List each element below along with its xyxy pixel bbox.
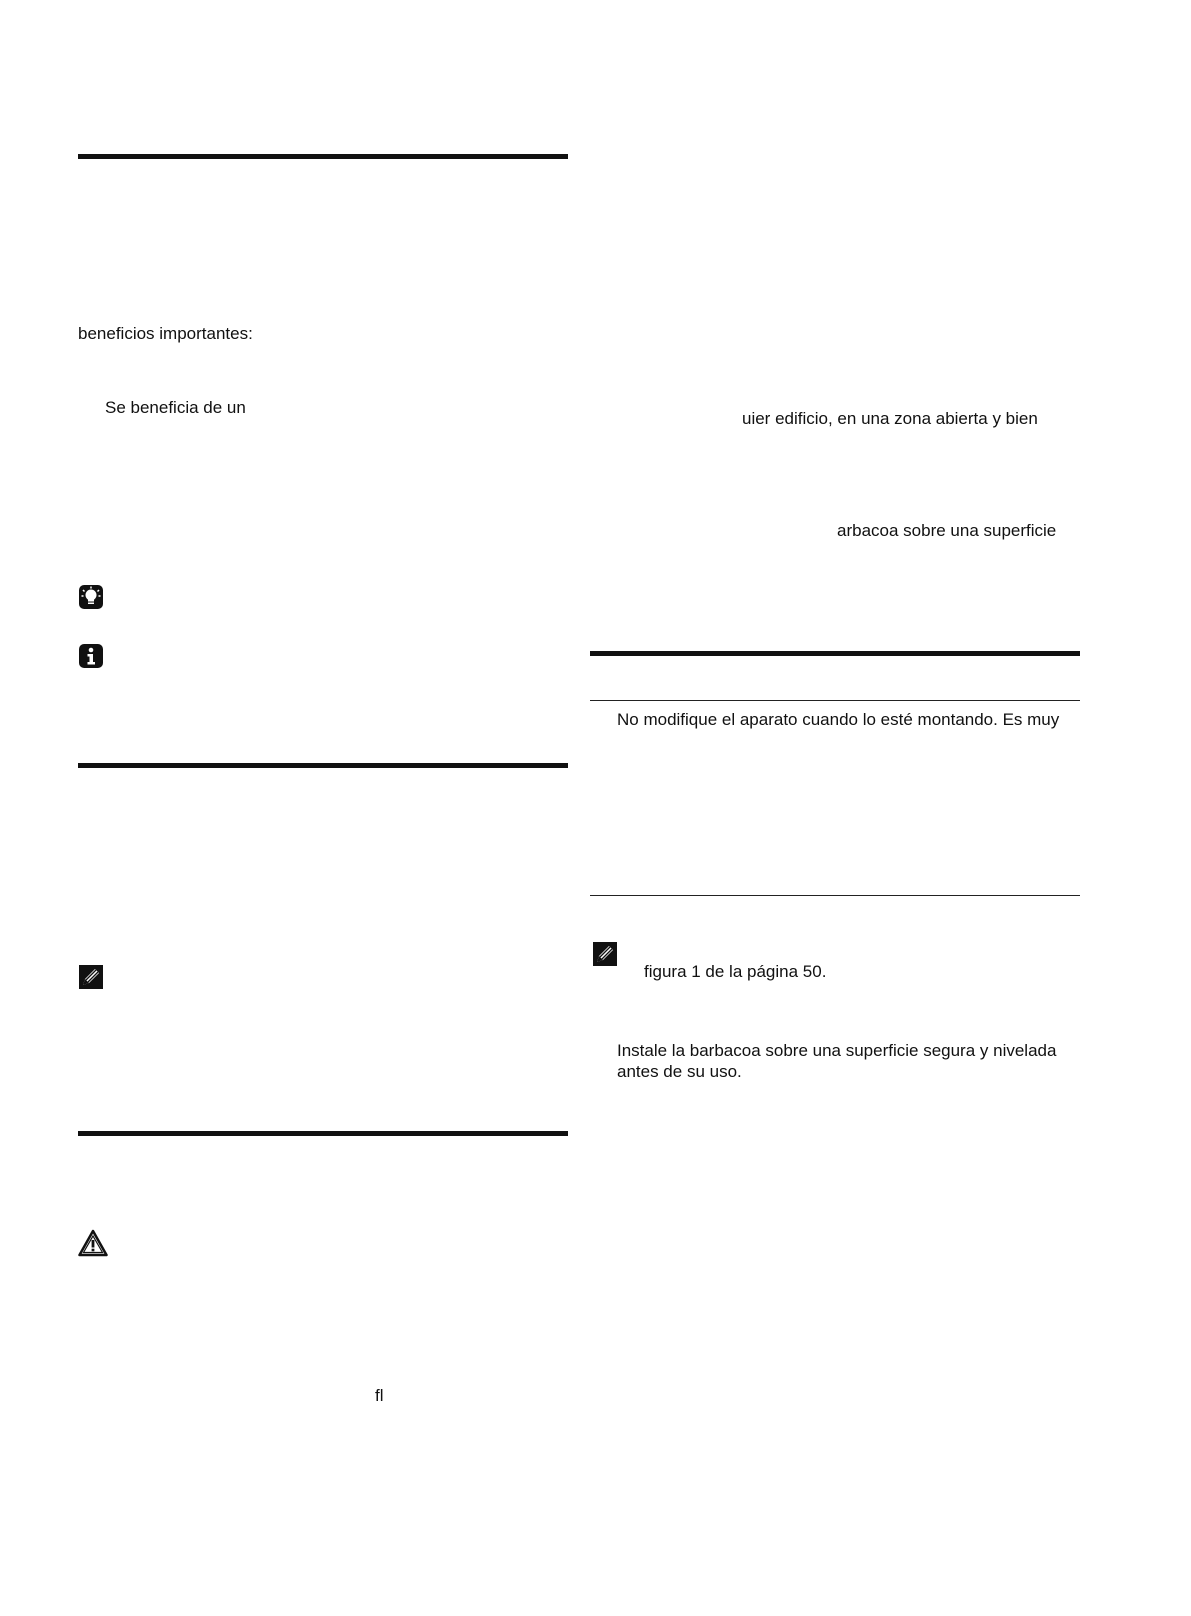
section-divider-3 <box>78 1131 568 1136</box>
section-divider-2 <box>78 763 568 768</box>
pencil-note-icon <box>592 941 618 967</box>
placement-text-1: uier edificio, en una zona abierta y bien <box>742 409 1038 428</box>
lightbulb-icon <box>78 584 104 610</box>
warning-box-top-rule <box>590 700 1080 701</box>
placement-text-2: arbacoa sobre una superficie <box>837 521 1057 540</box>
figure-reference-text: figura 1 de la página 50. <box>644 962 827 981</box>
warning-box-bottom-rule <box>590 895 1080 896</box>
info-icon <box>78 643 104 669</box>
pencil-note-icon <box>78 964 104 990</box>
install-instruction-line-2: antes de su uso. <box>617 1062 742 1081</box>
benefit-text: Se beneficia de un <box>105 398 246 417</box>
section-divider-1 <box>78 154 568 159</box>
assembly-warning-text: No modifique el aparato cuando lo esté montando. Es muy <box>617 710 1060 729</box>
section-divider-right <box>590 651 1080 656</box>
intro-text: beneficios importantes: <box>78 324 253 343</box>
install-instruction-line-1: Instale la barbacoa sobre una superficie segura y nivelada <box>617 1041 1057 1060</box>
fragment-text: fl <box>375 1386 384 1405</box>
warning-triangle-icon <box>78 1229 108 1257</box>
